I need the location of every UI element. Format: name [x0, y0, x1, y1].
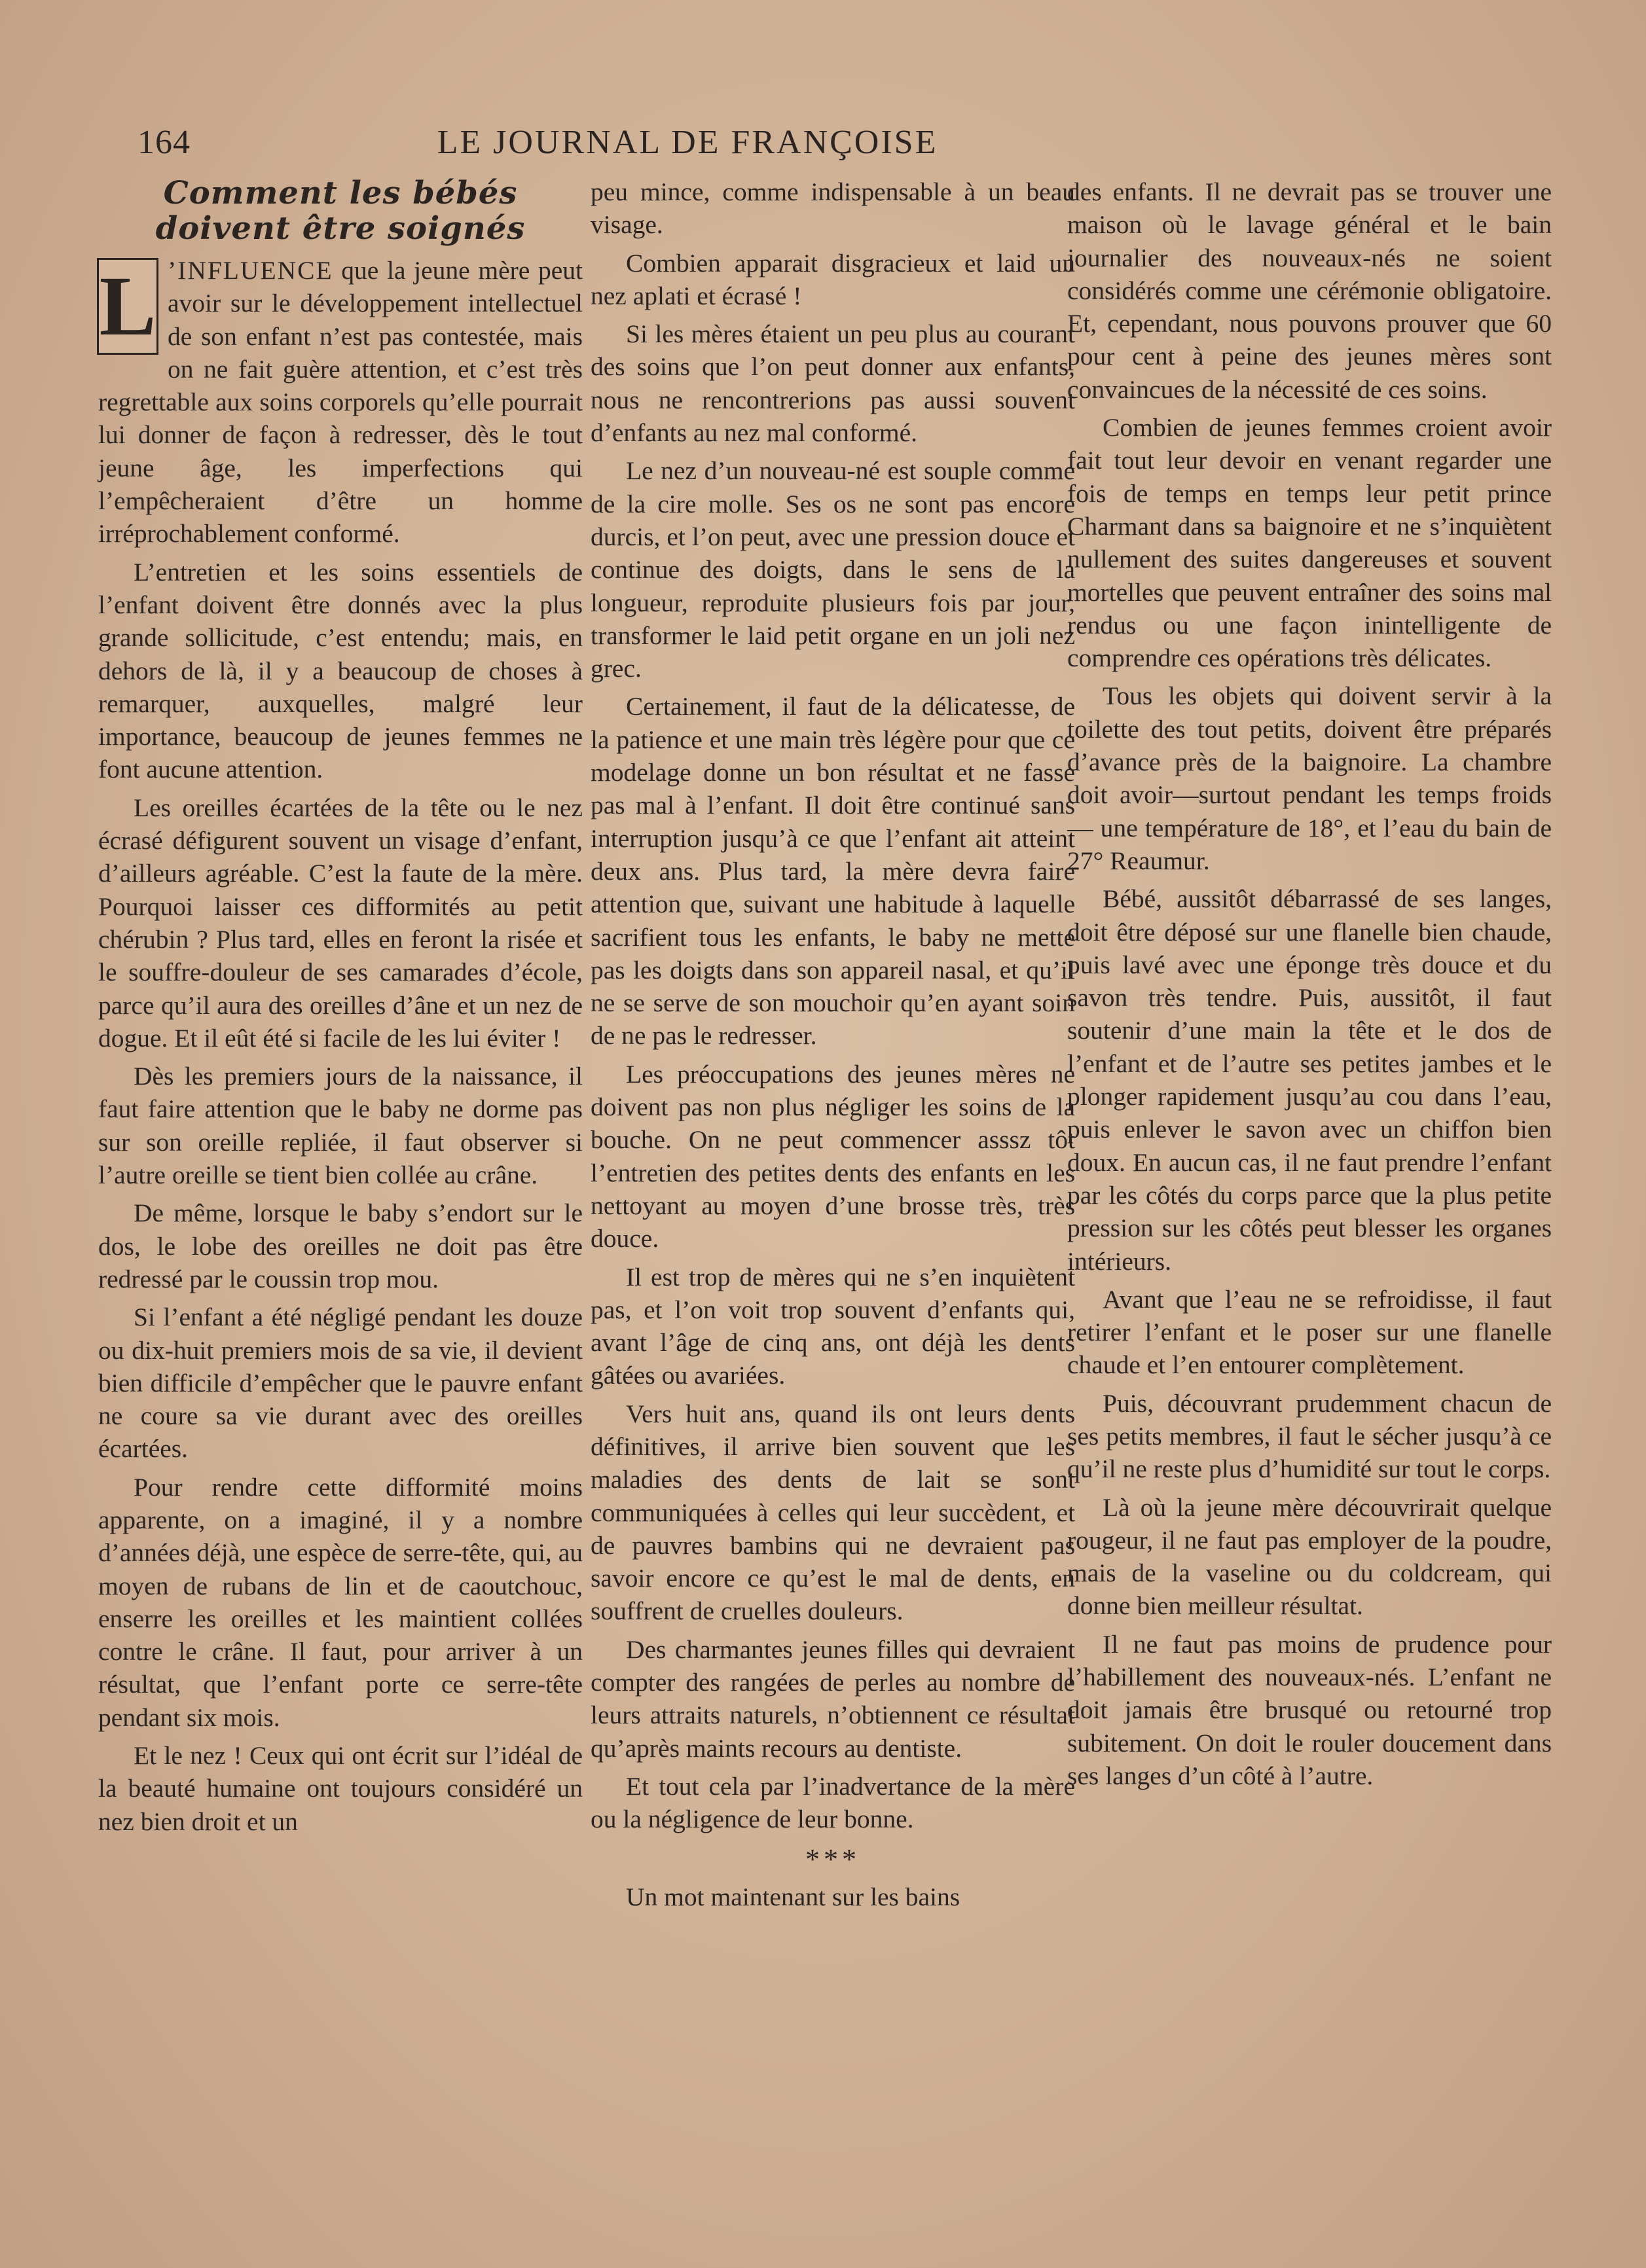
paragraph: Tous les objets qui doivent servir à la toilette des tout petits, doivent être préparés d’avance près de la baignoire. La chambre doit avoir—surtout pendant les temps froids — une température de 18°, et l’eau du bain de 27° Reaumur. — [1067, 681, 1552, 875]
paragraph: Et le nez ! Ceux qui ont écrit sur l’idéal de la beauté humaine ont toujours considéré un nez bien droit et un — [98, 1741, 583, 1836]
paragraph: Avant que l’eau ne se refroidisse, il faut retirer l’enfant et le poser sur une flanelle chaude et l’en entourer complètement. — [1067, 1284, 1552, 1380]
drop-cap: L — [97, 258, 158, 355]
paragraph: Il ne faut pas moins de prudence pour l’habillement des nouveaux-nés. L’enfant ne doit jamais être brusqué ou retourné trop subitement. On doit le rouler doucement dans ses langes d’un côté à l’autre. — [1067, 1629, 1552, 1790]
paragraph: Là où la jeune mère découvrirait quelque rougeur, il ne faut pas employer de la poudre, mais de la vaseline ou du coldcream, qui donne bien meilleur résultat. — [1067, 1492, 1552, 1621]
text-column-3 — [1067, 175, 1552, 1797]
paragraph: Si les mères étaient un peu plus au courant des soins que l’on peut donner aux enfants, nous ne rencontrerions pas aussi souvent d’enfants au nez mal conformé. — [591, 319, 1075, 448]
paragraph: Les préoccupations des jeunes mères ne doivent pas non plus négliger les soins de la bouche. On ne peut commencer asssz tôt l’entretien des petites dents des enfants en les nettoyant au moyen d’une brosse très, très douce. — [591, 1059, 1075, 1253]
page-number: 164 — [137, 124, 191, 161]
paragraph: Le nez d’un nouveau-né est souple comme de la cire molle. Ses os ne sont pas encore durcis, et l’on peut, avec une pression douce et continue des doigts, dans le sens de la longueur, reproduite plusieurs fois par jour, transformer le laid petit organe en un joli nez grec. — [591, 456, 1075, 683]
paragraph: Les oreilles écartées de la tête ou le nez écrasé défigurent souvent un visage d’enfant, d’ailleurs agréable. C’est la faute de la mère. Pourquoi laisser ces difformités au petit chérubin ? Plus tard, elles en feront la risée et le souffre-douleur de ses camarades d’école, parce qu’il aura des oreilles d’âne et un nez de dogue. Et il eût été si facile de les lui éviter ! — [98, 793, 583, 1053]
text-column-1 — [98, 175, 583, 1843]
journal-title: LE JOURNAL DE FRANÇOISE — [437, 124, 938, 161]
paragraph: Vers huit ans, quand ils ont leurs dents définitives, il arrive bien souvent que les maladies des dents de lait se sont communiquées à celles qui leur succèdent, et de pauvres bambins qui ne devraient pas savoir encore ce qu’est le mal de dents, en souffrent de cruelles douleurs. — [591, 1399, 1075, 1626]
text-column-2 — [591, 175, 1075, 1918]
paragraph: peu mince, comme indispensable à un beau visage. — [591, 177, 1075, 240]
paragraph: Et tout cela par l’inadvertance de la mère ou la négligence de leur bonne. — [591, 1771, 1075, 1834]
section-separator: *** — [805, 1843, 860, 1875]
article-title: Comment les bébés doivent être soignés — [155, 175, 526, 247]
page-header — [137, 118, 1093, 170]
paragraph: Combien de jeunes femmes croient avoir fait tout leur devoir en venant regarder une fois de temps en temps leur petit prince Charmant dans sa baignoire et ne s’inquiètent nullement des suites dangereuses et souvent mortelles que peuvent entraîner des soins mal rendus ou une façon inintelligente de comprendre ces opérations très délicates. — [1067, 413, 1552, 673]
paragraph: Il est trop de mères qui ne s’en inquiètent pas, et l’on voit trop souvent d’enfants qui, avant l’âge de cinq ans, ont déjà les dents gâtées ou avariées. — [591, 1262, 1075, 1390]
paragraph: Puis, découvrant prudemment chacun de ses petits membres, il faut le sécher jusqu’à ce qu’il ne reste plus d’humidité sur tout le corps. — [1067, 1388, 1552, 1484]
paragraph-text: que la jeune mère peut avoir sur le développement intellectuel de son enfant n’est pas contestée, mais on ne fait guère attention, et c’est très regrettable aux soins corporels qu’elle pourrait lui donner de façon à redresser, dès le tout jeune âge, les imperfections qui l’empêcheraient d’être un homme irréprochablement conformé. — [98, 256, 583, 549]
paragraph: Dès les premiers jours de la naissance, il faut faire attention que le baby ne dorme pas sur son oreille repliée, il faut observer si l’autre oreille se tient bien collée au crâne. — [98, 1062, 583, 1190]
paragraph: des enfants. Il ne devrait pas se trouver une maison où le lavage général et le bain journalier des nouveaux-nés ne soient considérés comme une cérémonie obligatoire. Et, cependant, nous pouvons prouver que 60 pour cent à peine des jeunes mères sont convaincues de la nécessité de ces soins. — [1067, 177, 1552, 404]
paragraph: De même, lorsque le baby s’endort sur le dos, le lobe des oreilles ne doit pas être redressé par le coussin trop mou. — [98, 1198, 583, 1293]
paragraph: Des charmantes jeunes filles qui devraient compter des rangées de perles au nombre de leurs attraits naturels, n’obtiennent ce résultat qu’après maints recours au dentiste. — [591, 1634, 1075, 1763]
paragraph: Si l’enfant a été négligé pendant les douze ou dix-huit premiers mois de sa vie, il devient bien difficile d’empêcher que le pauvre enfant ne coure sa vie durant avec des oreilles écartées. — [98, 1303, 583, 1464]
paragraph: L’entretien et les soins essentiels de l’enfant doivent être donnés avec la plus grande sollicitude, c’est entendu; mais, en dehors de là, il y a beaucoup de choses à remarquer, auxquelles, malgré leur importance, beaucoup de jeunes femmes ne font aucune attention. — [98, 557, 583, 784]
paragraph: Pour rendre cette difformité moins apparente, on a imaginé, il y a nombre d’années déjà, une espèce de serre-tête, qui, au moyen de rubans de lin et de caoutchouc, enserre les oreilles et les maintient collées contre le crâne. Il faut, pour arriver à un résultat, que l’enfant porte ce serre-tête pendant six mois. — [98, 1472, 583, 1732]
lead-paragraph — [98, 254, 583, 550]
paragraph: Un mot maintenant sur les bains — [626, 1882, 960, 1911]
paragraph: Bébé, aussitôt débarrassé de ses langes, doit être déposé sur une flanelle bien chaude, puis lavé avec une éponge très douce et du savon très tendre. Puis, aussitôt, il faut soutenir d’une main la tête et le dos de l’enfant et de l’autre ses petites jambes et le plonger rapidement jusqu’au cou dans l’eau, puis enlever le savon avec un chiffon bien doux. En aucun cas, il ne faut prendre l’enfant par les côtés du corps parce que la plus petite pression sur les côtés peut blesser les organes intérieurs. — [1067, 884, 1552, 1276]
lead-word: ’INFLUENCE — [168, 256, 333, 285]
paragraph: Certainement, il faut de la délicatesse, de la patience et une main très légère pour que ce modelage donne un bon résultat et ne fasse pas mal à l’enfant. Il doit être continué sans interruption jusqu’à ce que l’enfant ait atteint deux ans. Plus tard, la mère devra faire attention que, suivant une habitude à laquelle sacrifient tous les enfants, le baby ne mette pas les doigts dans son appareil nasal, et qu’il ne se serve de son mouchoir qu’en ayant soin de ne pas le redresser. — [591, 692, 1075, 1051]
paragraph: Combien apparait disgracieux et laid un nez aplati et écrasé ! — [591, 248, 1075, 310]
